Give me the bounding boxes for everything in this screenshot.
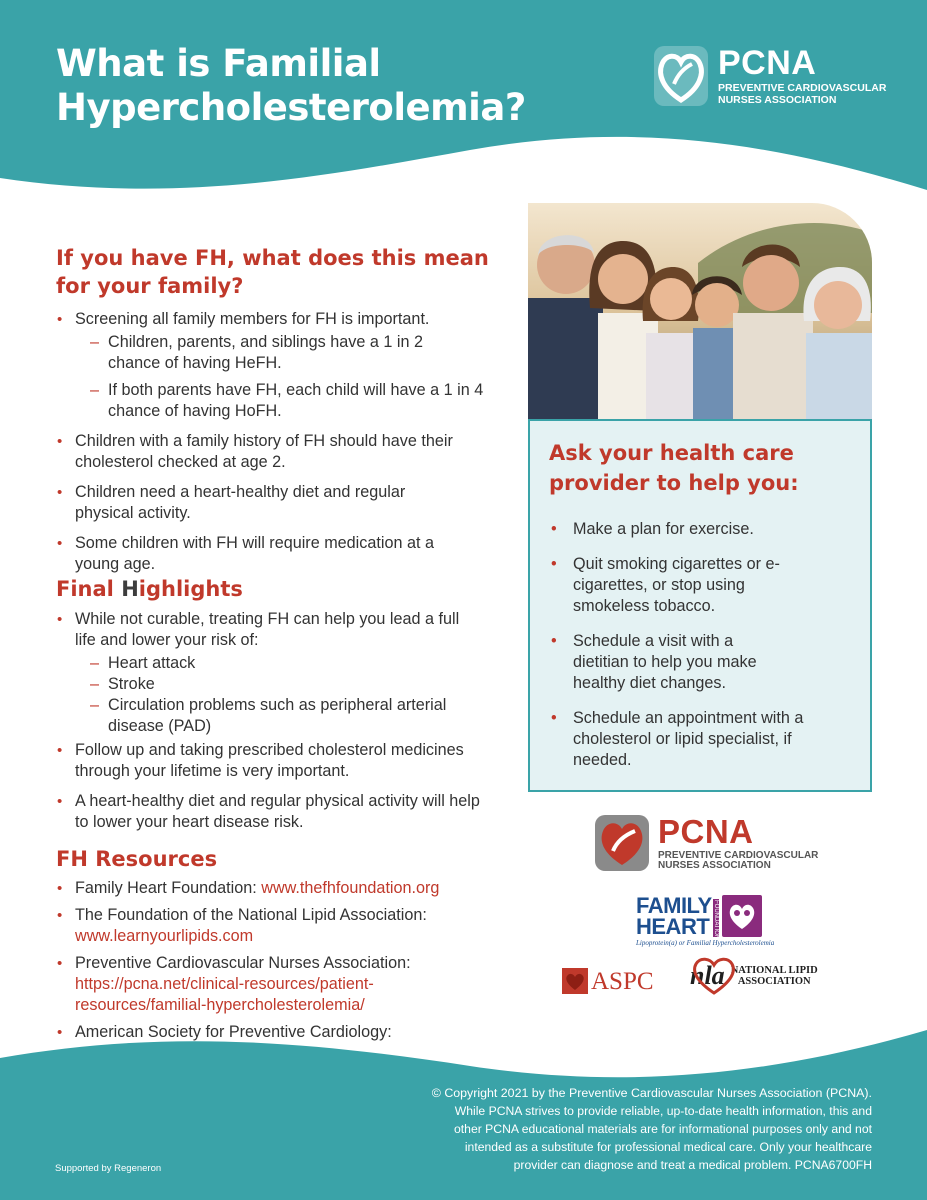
resource-label: Family Heart Foundation:: [75, 879, 262, 897]
pcna-heart-icon: [593, 813, 651, 873]
aspc-logo-text: ASPC: [591, 967, 654, 995]
nla-heart-outline-icon: [688, 955, 740, 995]
sub-list-item: – Circulation problems such as peripheral arterial disease (PAD): [75, 695, 505, 737]
resource-label: • American Society for Preventive Cardiology:: [75, 1023, 392, 1041]
sub-list-item: – Heart attack: [75, 653, 506, 674]
list-item: [56, 309, 506, 422]
national-lipid-association-logo: [690, 963, 818, 989]
list-item: • Children with a family history of FH should have their cholesterol checked at age 2.: [56, 431, 506, 473]
list-item-text: • While not curable, treating FH can help you lead a full life and lower your risk of:: [75, 610, 460, 649]
fh-logo-line-2: HEART: [636, 914, 710, 939]
ask-box-heading: [549, 438, 849, 498]
resource-link-line-1[interactable]: https://pcna.net/clinical-resources/patient-: [75, 975, 374, 993]
nla-logo-line-2: ASSOCIATION: [737, 976, 811, 987]
copyright-line-1: © Copyright 2021 by the Preventive Cardiovascular Nurses Association (PCNA).: [431, 1086, 872, 1100]
list-item: [56, 609, 506, 737]
page-title: [56, 42, 596, 130]
pcna-logo-subtitle: [658, 851, 818, 872]
nla-logo-line-1: NATIONAL LIPID: [730, 965, 818, 976]
copyright-line-2: While PCNA strives to provide reliable, up-to-date health information, this and: [454, 1104, 872, 1118]
page-title-line-1: What is Familial: [56, 42, 381, 85]
header-pcna-logo: [652, 44, 886, 108]
family-heart-foundation-logo: [636, 895, 774, 947]
pcna-logo-sub-2: NURSES ASSOCIATION: [658, 860, 771, 871]
fh-logo-side-text: FOUNDATION: [713, 900, 719, 940]
pcna-logo: [593, 813, 818, 873]
highlights-heading-part-2: ighlights: [138, 577, 243, 601]
ask-provider-box: [528, 419, 872, 792]
family-section-heading: [56, 244, 489, 300]
fh-heart-icon: [722, 895, 762, 937]
sub-list-item: – Children, parents, and siblings have a 1 in 2 chance of having HeFH.: [75, 332, 475, 374]
fh-logo-line-1: FAMILY: [636, 893, 712, 918]
fh-logo-tagline: Lipoprotein(a) or Familial Hypercholesterolemia: [636, 939, 775, 947]
copyright-line-4: intended as a substitute for professional medical care. Only your healthcare: [464, 1140, 872, 1154]
header-logo-sub-2: NURSES ASSOCIATION: [718, 93, 837, 106]
copyright-line-3: other PCNA educational materials are for informational purposes only and not: [454, 1122, 872, 1136]
highlights-heading-letter: H: [121, 577, 139, 601]
ask-heading-line-1: Ask your health care: [549, 441, 794, 465]
page-title-line-2: Hypercholesterolemia?: [56, 86, 526, 129]
highlights-heading-part-1: Final: [56, 577, 122, 601]
list-item-text: Screening all family members for FH is important.: [75, 310, 430, 328]
resource-link[interactable]: www.thefhfoundation.org: [261, 879, 440, 897]
resource-link[interactable]: www.learnyourlipids.com: [75, 927, 254, 945]
list-item: • Children need a heart-healthy diet and regular physical activity.: [56, 482, 456, 524]
resource-link-line-2[interactable]: resources/familial-hypercholesterolemia/: [75, 996, 365, 1014]
list-item: • Make a plan for exercise.: [549, 519, 849, 540]
pcna-heart-icon: [652, 44, 710, 108]
pcna-logo-name: PCNA: [658, 812, 754, 850]
copyright-notice: [402, 1084, 872, 1174]
nla-logo-text: [731, 965, 818, 987]
family-bullet-list: [56, 309, 506, 575]
family-photo: [528, 203, 872, 420]
list-item: • Follow up and taking prescribed cholesterol medicines through your lifetime is very important.: [56, 740, 501, 782]
nla-logo-mark: nla: [690, 961, 725, 990]
family-heading-line-1: If you have FH, what does this mean: [56, 246, 489, 270]
header-logo-subtitle: [718, 83, 886, 105]
sub-list: [75, 653, 506, 737]
sub-list-item: – If both parents have FH, each child will have a 1 in 4 chance of having HoFH.: [75, 380, 495, 422]
family-photo-illustration: [528, 203, 872, 420]
family-heading-line-2: for your family?: [56, 274, 244, 298]
list-item: • Quit smoking cigarettes or e-cigarettes, or stop using smokeless tobacco.: [549, 554, 794, 617]
list-item: • Some children with FH will require medication at a young age.: [56, 533, 476, 575]
resources-section-heading: FH Resources: [56, 847, 218, 871]
copyright-line-5: provider can diagnose and treat a medical problem. PCNA6700FH: [513, 1158, 872, 1172]
resource-item: [56, 878, 506, 899]
pcna-logo-sub-1: PREVENTIVE CARDIOVASCULAR: [658, 849, 819, 861]
header-logo-sub-1: PREVENTIVE CARDIOVASCULAR: [718, 82, 887, 95]
list-item: • Schedule a visit with a dietitian to help you make healthy diet changes.: [549, 631, 784, 694]
sub-list-item: – Stroke: [75, 674, 506, 695]
supported-by-text: Supported by Regeneron: [55, 1163, 162, 1174]
list-item: • A heart-healthy diet and regular physical activity will help to lower your heart disease risk.: [56, 791, 486, 833]
highlights-section-heading: [56, 575, 243, 603]
resource-label: • The Foundation of the National Lipid Association:: [75, 906, 427, 924]
sub-list: [75, 332, 506, 422]
resource-label: • Preventive Cardiovascular Nurses Association:: [75, 954, 411, 972]
ask-heading-line-2: provider to help you:: [549, 471, 799, 495]
header-logo-name: PCNA: [718, 44, 817, 83]
aspc-logo: [562, 968, 654, 994]
list-item: • Schedule an appointment with a cholesterol or lipid specialist, if needed.: [549, 708, 814, 771]
resource-item: [56, 905, 506, 947]
highlights-bullet-list: [56, 609, 506, 833]
aspc-heart-icon: [562, 968, 588, 994]
ask-box-list: [549, 519, 849, 785]
